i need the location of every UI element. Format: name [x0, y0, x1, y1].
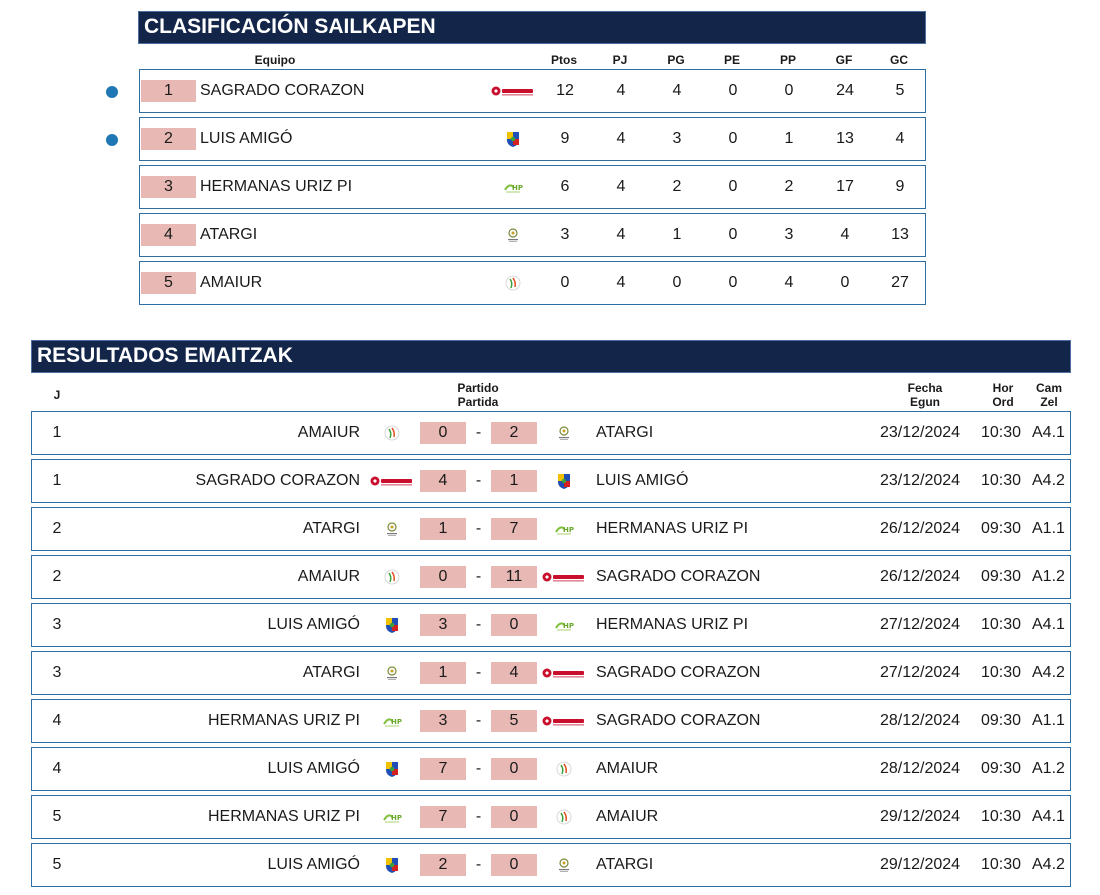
- team-name: AMAIUR: [200, 274, 263, 291]
- home-team: LUIS AMIGÓ: [267, 760, 360, 777]
- rank: 1: [141, 80, 196, 102]
- stat-pg: 2: [672, 178, 682, 195]
- away-team: SAGRADO CORAZON: [596, 712, 761, 729]
- match-row: [31, 459, 1071, 503]
- match-field: A1.2: [1032, 568, 1065, 585]
- home-score: 7: [420, 806, 466, 828]
- home-team: ATARGI: [302, 520, 360, 537]
- match-row: [31, 651, 1071, 695]
- hermanas-uriz-logo-icon: [488, 166, 538, 208]
- home-team: AMAIUR: [297, 568, 360, 585]
- stat-gf: 4: [840, 226, 850, 243]
- stat-pg: 3: [672, 130, 682, 147]
- stat-pts: 0: [560, 274, 570, 291]
- atargi-logo-icon: [362, 508, 422, 550]
- standings-row: [139, 213, 926, 257]
- match-date: 28/12/2024: [880, 712, 961, 729]
- standings-title: CLASIFICACIÓN SAILKAPEN: [138, 11, 926, 44]
- away-team: ATARGI: [596, 856, 654, 873]
- match-field: A4.2: [1032, 472, 1065, 489]
- matchday: 5: [52, 856, 62, 873]
- score-separator: -: [475, 472, 482, 489]
- stat-pp: 3: [784, 226, 794, 243]
- stat-pj: 4: [616, 82, 626, 99]
- stat-pg: 0: [672, 274, 682, 291]
- away-team: LUIS AMIGÓ: [596, 472, 689, 489]
- away-team: ATARGI: [596, 424, 654, 441]
- stat-pj: 4: [616, 178, 626, 195]
- score-separator: -: [475, 856, 482, 873]
- home-score: 1: [420, 518, 466, 540]
- stat-gc: 27: [891, 274, 909, 291]
- svg-text:HP: HP: [512, 184, 523, 192]
- match-time: 10:30: [981, 856, 1022, 873]
- atargi-logo-icon: [488, 214, 538, 256]
- header-time-eu: Ord: [992, 395, 1014, 409]
- standings-row: [139, 261, 926, 305]
- match-date: 29/12/2024: [880, 808, 961, 825]
- match-date: 29/12/2024: [880, 856, 961, 873]
- matchday: 4: [52, 760, 62, 777]
- match-field: A1.2: [1032, 760, 1065, 777]
- results-title: RESULTADOS EMAITZAK: [31, 340, 1071, 373]
- header-date-eu: Egun: [910, 395, 940, 409]
- match-date: 23/12/2024: [880, 424, 961, 441]
- header-team: Equipo: [254, 53, 296, 67]
- sagrado-corazon-logo-icon: [488, 70, 538, 112]
- home-team: LUIS AMIGÓ: [267, 616, 360, 633]
- header-pp: PP: [779, 53, 796, 67]
- stat-gf: 0: [840, 274, 850, 291]
- header-field: [1029, 381, 1069, 409]
- header-date: [895, 381, 955, 409]
- home-team: ATARGI: [302, 664, 360, 681]
- match-row: [31, 699, 1071, 743]
- stat-pe: 0: [728, 130, 738, 147]
- hermanas-uriz-logo-icon: [537, 604, 591, 646]
- matchday: 2: [52, 520, 62, 537]
- home-team: HERMANAS URIZ PI: [207, 712, 360, 729]
- stat-pj: 4: [616, 274, 626, 291]
- header-pts: Ptos: [550, 53, 577, 67]
- match-field: A1.1: [1032, 712, 1065, 729]
- stat-pg: 1: [672, 226, 682, 243]
- stat-pj: 4: [616, 226, 626, 243]
- header-match: [438, 381, 518, 409]
- match-date: 27/12/2024: [880, 664, 961, 681]
- matchday: 2: [52, 568, 62, 585]
- match-date: 28/12/2024: [880, 760, 961, 777]
- score-separator: -: [475, 424, 482, 441]
- stat-pe: 0: [728, 82, 738, 99]
- match-row: [31, 507, 1071, 551]
- stat-gf: 24: [836, 82, 854, 99]
- header-time: [983, 381, 1023, 409]
- score-separator: -: [475, 760, 482, 777]
- match-row: [31, 795, 1071, 839]
- header-time-es: Hor: [992, 381, 1014, 395]
- matchday: 1: [52, 472, 62, 489]
- matchday: 4: [52, 712, 62, 729]
- stat-pe: 0: [728, 274, 738, 291]
- stat-gc: 13: [891, 226, 909, 243]
- match-time: 09:30: [981, 520, 1022, 537]
- away-team: AMAIUR: [596, 808, 659, 825]
- sagrado-corazon-logo-icon: [537, 700, 591, 742]
- away-score: 2: [491, 422, 537, 444]
- match-time: 10:30: [981, 664, 1022, 681]
- header-pg: PG: [667, 53, 685, 67]
- stat-pts: 3: [560, 226, 570, 243]
- stat-gc: 9: [895, 178, 905, 195]
- luis-amigo-logo-icon: [362, 748, 422, 790]
- match-row: [31, 747, 1071, 791]
- match-time: 09:30: [981, 712, 1022, 729]
- score-separator: -: [475, 616, 482, 633]
- rank: 2: [141, 128, 196, 150]
- match-row: [31, 555, 1071, 599]
- home-score: 0: [420, 566, 466, 588]
- match-field: A4.1: [1032, 616, 1065, 633]
- match-field: A4.1: [1032, 424, 1065, 441]
- home-team: LUIS AMIGÓ: [267, 856, 360, 873]
- matchday: 3: [52, 664, 62, 681]
- team-name: SAGRADO CORAZON: [200, 82, 365, 99]
- match-time: 10:30: [981, 424, 1022, 441]
- home-score: 4: [420, 470, 466, 492]
- stat-pts: 12: [556, 82, 574, 99]
- match-date: 26/12/2024: [880, 520, 961, 537]
- match-field: A1.1: [1032, 520, 1065, 537]
- sagrado-corazon-logo-icon: [537, 556, 591, 598]
- away-score: 4: [491, 662, 537, 684]
- matchday: 3: [52, 616, 62, 633]
- home-score: 7: [420, 758, 466, 780]
- stat-gf: 17: [836, 178, 854, 195]
- sagrado-corazon-logo-icon: [362, 460, 422, 502]
- match-time: 09:30: [981, 760, 1022, 777]
- svg-text:HP: HP: [391, 718, 402, 726]
- header-gf: GF: [835, 53, 853, 67]
- home-team: SAGRADO CORAZON: [195, 472, 360, 489]
- header-match-eu: Partida: [457, 395, 499, 409]
- atargi-logo-icon: [537, 412, 591, 454]
- svg-text:HP: HP: [563, 622, 574, 630]
- team-name: LUIS AMIGÓ: [200, 130, 293, 147]
- header-match-es: Partido: [457, 381, 499, 395]
- stat-pp: 4: [784, 274, 794, 291]
- home-team: HERMANAS URIZ PI: [207, 808, 360, 825]
- match-row: [31, 843, 1071, 887]
- rank: 5: [141, 272, 196, 294]
- team-name: HERMANAS URIZ PI: [200, 178, 353, 195]
- match-date: 23/12/2024: [880, 472, 961, 489]
- match-field: A4.2: [1032, 664, 1065, 681]
- stat-pp: 0: [784, 82, 794, 99]
- qualified-dot: [106, 86, 118, 98]
- stat-pj: 4: [616, 130, 626, 147]
- hermanas-uriz-logo-icon: [362, 796, 422, 838]
- amaiur-logo-icon: [537, 748, 591, 790]
- atargi-logo-icon: [362, 652, 422, 694]
- home-score: 3: [420, 710, 466, 732]
- away-score: 0: [491, 806, 537, 828]
- score-separator: -: [475, 568, 482, 585]
- matchday: 5: [52, 808, 62, 825]
- away-score: 0: [491, 614, 537, 636]
- stat-pts: 9: [560, 130, 570, 147]
- stat-gc: 4: [895, 130, 905, 147]
- home-score: 2: [420, 854, 466, 876]
- away-team: HERMANAS URIZ PI: [596, 520, 749, 537]
- header-field-eu: Zel: [1040, 395, 1058, 409]
- atargi-logo-icon: [537, 844, 591, 886]
- stat-gf: 13: [836, 130, 854, 147]
- away-score: 0: [491, 758, 537, 780]
- svg-text:HP: HP: [563, 526, 574, 534]
- standings-row: [139, 69, 926, 113]
- amaiur-logo-icon: [362, 412, 422, 454]
- amaiur-logo-icon: [488, 262, 538, 304]
- amaiur-logo-icon: [537, 796, 591, 838]
- team-name: ATARGI: [200, 226, 258, 243]
- stat-pe: 0: [728, 178, 738, 195]
- away-team: AMAIUR: [596, 760, 659, 777]
- away-team: SAGRADO CORAZON: [596, 568, 761, 585]
- sagrado-corazon-logo-icon: [537, 652, 591, 694]
- home-score: 0: [420, 422, 466, 444]
- away-team: SAGRADO CORAZON: [596, 664, 761, 681]
- svg-text:HP: HP: [391, 814, 402, 822]
- score-separator: -: [475, 664, 482, 681]
- header-j: J: [53, 388, 61, 402]
- match-row: [31, 411, 1071, 455]
- away-score: 0: [491, 854, 537, 876]
- stat-pp: 1: [784, 130, 794, 147]
- match-time: 09:30: [981, 568, 1022, 585]
- home-score: 1: [420, 662, 466, 684]
- match-date: 27/12/2024: [880, 616, 961, 633]
- match-time: 10:30: [981, 472, 1022, 489]
- header-gc: GC: [890, 53, 908, 67]
- header-pe: PE: [723, 53, 740, 67]
- header-field-es: Cam: [1035, 381, 1062, 395]
- header-pj: PJ: [612, 53, 628, 67]
- rank: 4: [141, 224, 196, 246]
- standings-row: [139, 165, 926, 209]
- away-score: 11: [491, 566, 537, 588]
- stat-pp: 2: [784, 178, 794, 195]
- stat-pe: 0: [728, 226, 738, 243]
- stat-pts: 6: [560, 178, 570, 195]
- header-date-es: Fecha: [907, 381, 943, 395]
- score-separator: -: [475, 520, 482, 537]
- qualified-dot: [106, 134, 118, 146]
- luis-amigo-logo-icon: [362, 844, 422, 886]
- score-separator: -: [475, 712, 482, 729]
- amaiur-logo-icon: [362, 556, 422, 598]
- score-separator: -: [475, 808, 482, 825]
- standings-row: [139, 117, 926, 161]
- away-team: HERMANAS URIZ PI: [596, 616, 749, 633]
- match-time: 10:30: [981, 808, 1022, 825]
- luis-amigo-logo-icon: [488, 118, 538, 160]
- away-score: 1: [491, 470, 537, 492]
- match-row: [31, 603, 1071, 647]
- stat-gc: 5: [895, 82, 905, 99]
- match-field: A4.1: [1032, 808, 1065, 825]
- matchday: 1: [52, 424, 62, 441]
- home-score: 3: [420, 614, 466, 636]
- match-field: A4.2: [1032, 856, 1065, 873]
- stat-pg: 4: [672, 82, 682, 99]
- away-score: 5: [491, 710, 537, 732]
- hermanas-uriz-logo-icon: [537, 508, 591, 550]
- match-date: 26/12/2024: [880, 568, 961, 585]
- away-score: 7: [491, 518, 537, 540]
- luis-amigo-logo-icon: [362, 604, 422, 646]
- luis-amigo-logo-icon: [537, 460, 591, 502]
- home-team: AMAIUR: [297, 424, 360, 441]
- rank: 3: [141, 176, 196, 198]
- match-time: 10:30: [981, 616, 1022, 633]
- hermanas-uriz-logo-icon: [362, 700, 422, 742]
